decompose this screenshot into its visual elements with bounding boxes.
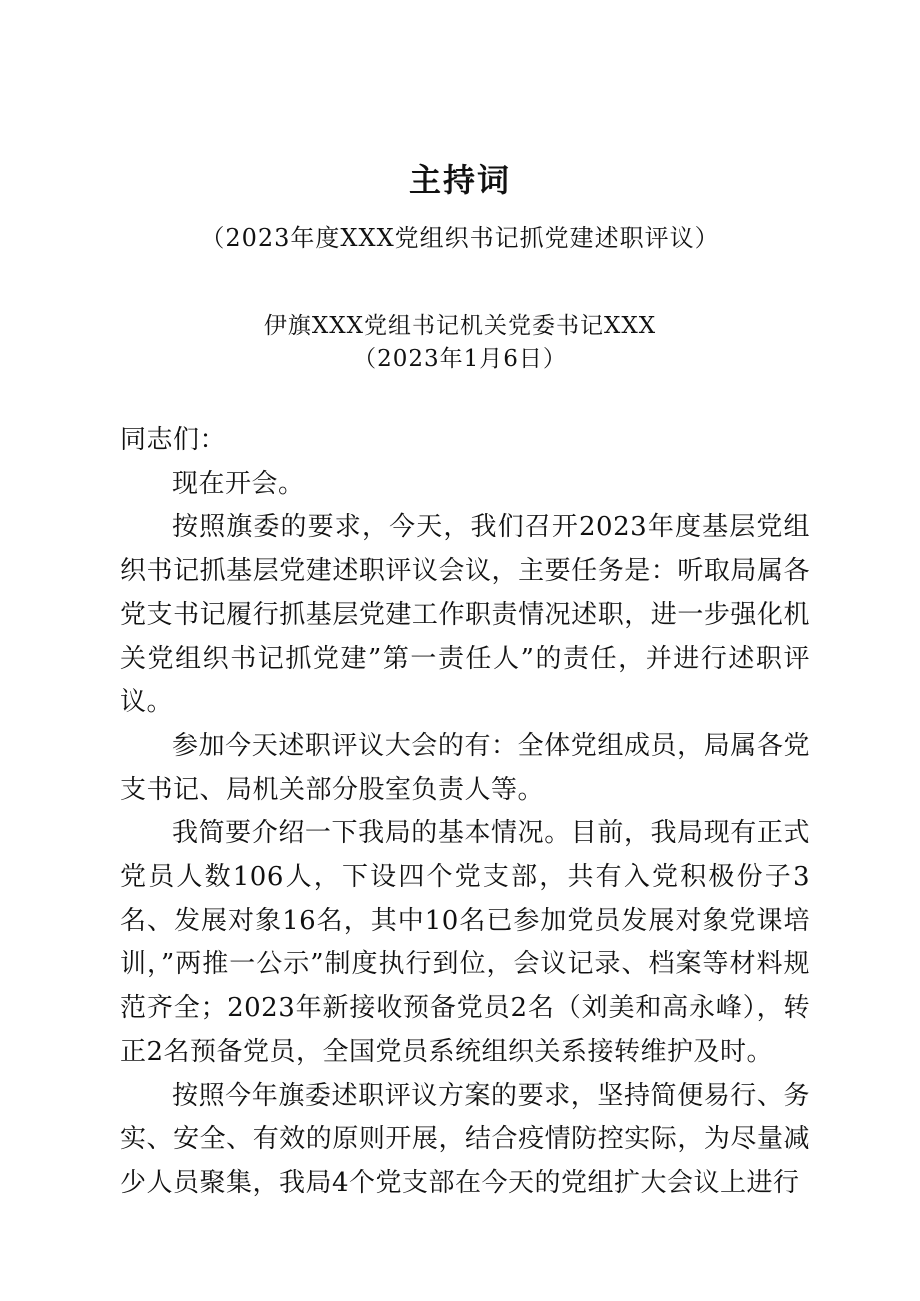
paragraph-purpose: 按照旗委的要求，今天，我们召开2023年度基层党组织书记抓基层党建述职评议会议，主要任务是：听取局属各党支书记履行抓基层党建工作职责情况述职，进一步强化机关党组织书记抓党建”第一责任人”的责任，并进行述职评议。 (120, 512, 810, 718)
speaker-line: 伊旗XXX党组书记机关党委书记XXX (263, 313, 657, 339)
date-line: （2023年1月6日） (353, 346, 567, 372)
paragraph-opening: 现在开会。 (172, 468, 305, 499)
document-title: 主持词 (408, 161, 511, 199)
paragraph-arrangement: 按照今年旗委述职评议方案的要求，坚持简便易行、务实、安全、有效的原则开展，结合疫情防控实际，为尽量减少人员聚集，我局4个党支部在今天的党组扩大会议上进行 (120, 1080, 810, 1198)
salutation: 同志们： (120, 425, 227, 455)
paragraph-attendees: 参加今天述职评议大会的有：全体党组成员，局属各党支书记、局机关部分股室负责人等。 (120, 730, 810, 805)
paragraph-basic-situation: 我简要介绍一下我局的基本情况。目前，我局现有正式党员人数106人，下设四个党支部，共有入党积极份子3名、发展对象16名，其中10名已参加党员发展对象党课培训，”两推一公示”制度执行到位，会议记录、档案等材料规范齐全；2023年新接收预备党员2名（刘美和高永峰），转正2名预备党员，全国党员系统组织关系接转维护及时。 (120, 818, 810, 1067)
document-body (120, 419, 810, 1206)
document-subtitle: （2023年度XXX党组织书记抓党建述职评议） (200, 224, 720, 252)
